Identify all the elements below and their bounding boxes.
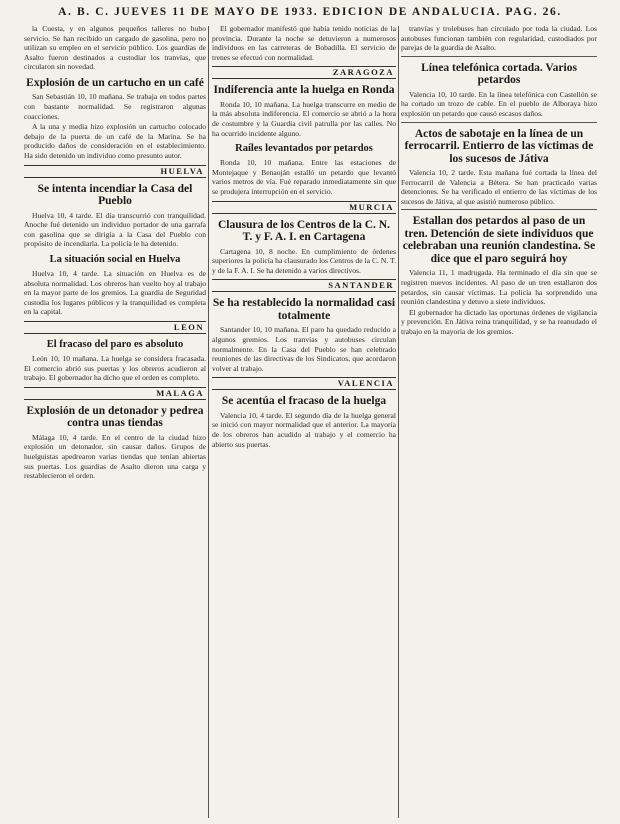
article-text: Valencia 10, 10 tarde. En la línea telefónica con Castellón se ha cortado un trozo de cable. En el pueblo de Alboraya hizo explosión un petardo que causó escasos daños. xyxy=(401,89,597,118)
article-text: Valencia 11, 1 madrugada. Ha terminado el día sin que se registren nuevos incidentes. Al paso de un tren estallaron dos petardos, sin causar víctimas. La policía ha sorprendido una reunión clandestina y detuvo a siete individuos. xyxy=(401,268,597,307)
article-text: Huelva 10, 4 tarde. El día transcurrió con tranquilidad. Anoche fué detenido un individuo portador de una garrafa con gasolina que se dirigía a la Casa del Pueblo con propósito de incendiarla. La policía le ha detenido. xyxy=(24,210,206,249)
article-text: A la una y media hizo explosión un cartucho colocado debajo de la puerta de un café de la Marina. Se ha producido daños de consideración en el establecimiento. Ha sido detenido un individuo como presunto autor. xyxy=(24,122,206,161)
subheadline-railes: Raíles levantados por petardos xyxy=(235,143,373,155)
headline-cartucho: Explosión de un cartucho en un café xyxy=(26,76,204,89)
article-text: San Sebastián 10, 10 mañana. Se trabaja en todos partes con bastante normalidad. Se registraron algunas coacciones. xyxy=(24,92,206,121)
article-text: Santander 10, 10 mañana. El paro ha quedado reducido a algunos gremios. Los tranvías y autobuses circulan normalmente. En la Casa del Pueblo se han celebrado reuniones de las directivas de los Sindicatos, que acordaron volver al trabajo. xyxy=(212,325,396,373)
section-murcia: MURCIA xyxy=(212,201,396,214)
masthead: A. B. C. JUEVES 11 DE MAYO DE 1933. EDICION DE ANDALUCIA. PAG. 26. xyxy=(58,6,562,18)
headline-clausura: Clausura de los Centros de la C. N. T. y F. A. I. en Cartagena xyxy=(218,218,390,244)
article-text: El gobernador manifestó que había tenido noticias de la provincia. Durante la noche se detuvieron a numerosos individuos en las carreteras de Bobadilla. El servicio de trenes se efectuó con normalidad. xyxy=(212,24,396,62)
article-text: León 10, 10 mañana. La huelga se considera fracasada. El comercio abrió sus puertas y los obreros acudieron al trabajo. El gobernador ha dicho que el orden es completo. xyxy=(24,353,206,383)
article-text: Valencia 10, 2 tarde. Esta mañana fué cortada la línea del Ferrocarril de Valencia a Bétera. Se han practicado varias detenciones. Se ha verificado el entierro de las víctimas de los sucesos de Játiva, al que asistió numeroso público. xyxy=(401,168,597,206)
section-malaga: MALAGA xyxy=(24,387,206,400)
article-text: la Cuesta, y en algunos pequeños talleres no hubo servicio. Se han recibido un cargado de gasolina, pero no utilizan su empleo en el servicio público. Los guardias de Asalto fueron destinados a custodiar los tranvías, que circularon sin novedad. xyxy=(24,24,206,72)
headline-fracaso-paro: El fracaso del paro es absoluto xyxy=(46,338,184,350)
article-text: tranvías y trolebuses han circulado por toda la ciudad. Los autobuses funcionan también con regularidad, custodiados por parejas de la guardia de Asalto. xyxy=(401,24,597,53)
column-1 xyxy=(24,24,206,820)
article-text: Málaga 10, 4 tarde. En el centro de la ciudad hizo explosión un detonador, sin causar daños. Grupos de huelguistas apedrearon varias tiendas que tenían abiertas sus puertas. Los guardias de Asalto dieron una carga y restablecieron el orden. xyxy=(24,432,206,481)
divider xyxy=(401,209,597,210)
headline-detonador: Explosión de un detonador y pedrea contra unas tiendas xyxy=(26,404,204,430)
headline-casa-pueblo: Se intenta incendiar la Casa del Pueblo xyxy=(37,182,193,208)
section-santander: SANTANDER xyxy=(212,279,396,292)
article-text: El gobernador ha dictado las oportunas órdenes de vigilancia y prevención. En Játiva reina tranquilidad, y se ha reanudado el trabajo en la mayoría de los gremios. xyxy=(401,307,597,336)
column-3 xyxy=(401,24,597,820)
section-leon: LEON xyxy=(24,321,206,334)
headline-normalidad: Se ha restablecido la normalidad casi totalmente xyxy=(212,297,396,322)
article-text: Cartagena 10, 8 noche. En cumplimiento de órdenes superiores la policía ha clausurado los Centros de la C. N. T. y de la F. A. I. Se ha detenido a varios directivos. xyxy=(212,246,396,275)
headline-petardos-tren: Estallan dos petardos al paso de un tren. Detención de siete individuos que celebraban una reunión clandestina. Se dice que el paro seguirá hoy xyxy=(402,215,596,265)
divider xyxy=(401,122,597,123)
headline-fracaso-huelga: Se acentúa el fracaso de la huelga xyxy=(221,395,387,408)
article-text: Huelva 10, 4 tarde. La situación en Huelva es de absoluta normalidad. Los obreros han vuelto hoy al trabajo en la mayor parte de los gremios. La guardia de Seguridad custodia los lugares públicos y la tranquilidad es completa en la capital. xyxy=(24,269,206,317)
column-rule-1 xyxy=(208,26,209,818)
section-zaragoza: ZARAGOZA xyxy=(212,66,396,79)
section-huelva: HUELVA xyxy=(24,165,206,178)
article-text: Ronda 10, 10 mañana. La huelga transcurre en medio de la más absoluta indiferencia. El comercio se abrió a la hora de costumbre y la Guardia civil patrulla por las calles. No ha ocurrido incidente alguno. xyxy=(212,99,396,138)
section-valencia: VALENCIA xyxy=(212,377,396,390)
article-text: Ronda 10, 10 mañana. Entre las estaciones de Montejaque y Benaoján estalló un petardo que levantó varios metros de vía. Fué reparado inmediatamente sin que se produjera interrupción en el servicio. xyxy=(212,158,396,197)
subheadline-situacion-huelva: La situación social en Huelva xyxy=(49,254,181,265)
article-text: Valencia 10, 4 tarde. El segundo día de la huelga general se inició con mayor normalidad que el anterior. La mayoría de los obreros han acudido al trabajo y el comercio ha abierto sus puertas. xyxy=(212,410,396,449)
column-2 xyxy=(212,24,396,820)
headline-sabotaje: Actos de sabotaje en la línea de un ferrocarril. Entierro de las víctimas de los sucesos de Játiva xyxy=(404,127,594,165)
column-rule-2 xyxy=(398,26,399,818)
headline-linea-telefonica: Línea telefónica cortada. Varios petardos xyxy=(421,61,577,87)
divider xyxy=(401,56,597,57)
headline-ronda: Indiferencia ante la huelga en Ronda xyxy=(213,84,395,97)
